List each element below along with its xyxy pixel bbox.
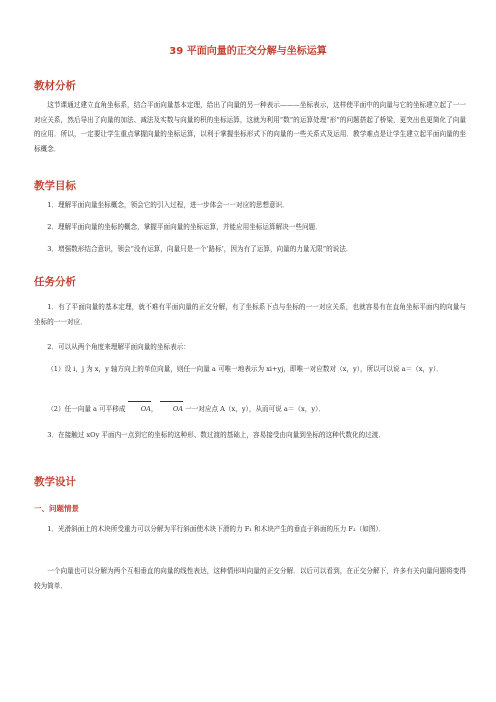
task-item-2a: （1）设 i，j 为 x，y 轴方向上的单位向量，则任一向量 a 可唯一地表示为 xi+yj，即唯一对应数对（x，y），所以可以说 a＝（x，y）． bbox=[47, 365, 443, 373]
heading-tasks: 任务分析 bbox=[34, 276, 76, 288]
scenario-item-1: 1．光滑斜面上的木块所受重力可以分解为平行斜面使木块下滑的力 F₁ 和木块产生的垂直于斜面的压力 F₂（如图）． bbox=[47, 525, 386, 533]
task-item-2b bbox=[34, 402, 466, 417]
goal-item-2: 2．理解平面向量的坐标的概念，掌握平面向量的坐标运算，并能应用坐标运算解决一些问题． bbox=[47, 223, 322, 231]
analysis-paragraph: 这节课通过建立直角坐标系，结合平面向量基本定理，给出了向量的另一种表示———坐标表示，这样使平面中的向量与它的坐标建立起了一一对应关系，然后导出了向量的加法、减法及实数与向量的积的坐标运算，这就为利用“数”的运算处理“形”的问题搭起了桥梁，更突出也更简化了向量的应用．所以，一定要让学生重点掌握向量的坐标运算，以利于掌握坐标形式下的向量的一些关系式及运用．教学难点是让学生建立起平面向量的坐标概念． bbox=[34, 101, 466, 153]
task-2b-prefix: （2）任一向量 a 可平移成 bbox=[47, 405, 126, 413]
task-item-3: 3．在接触过 xOy 平面内一点到它的坐标的这种形、数过渡的基础上，容易接受由向量到坐标的这种代数化的过渡． bbox=[47, 431, 385, 439]
heading-goals: 教学目标 bbox=[34, 180, 76, 192]
heading-design: 教学设计 bbox=[34, 476, 76, 488]
heading-scenario: 一、问题情景 bbox=[34, 504, 79, 513]
task-item-2: 2．可以从两个角度来理解平面向量的坐标表示： bbox=[47, 343, 190, 351]
vector-oa: OA bbox=[160, 402, 183, 417]
page-title: 39 平面向量的正交分解与坐标运算 bbox=[169, 46, 327, 57]
heading-analysis: 教材分析 bbox=[34, 80, 76, 92]
goal-item-3: 3．增强数形结合意识，领会“没有运算，向量只是一个‘路标’，因为有了运算，向量的力量无限”的说法． bbox=[47, 245, 353, 253]
scenario-paragraph: 一个向量也可以分解为两个互相垂直的向量的线性表达，这种情形叫向量的正交分解．以后可以看到，在正交分解下，许多有关向量问题将变得较为简单． bbox=[34, 567, 466, 590]
vector-oa: OA bbox=[128, 402, 151, 417]
task-item-1: 1．有了平面向量的基本定理，就不难有平面向量的正交分解，有了坐标系下点与坐标的一一对应关系，也就容易有在直角坐标平面内的向量与坐标的一一对应． bbox=[34, 303, 466, 326]
task-2b-suffix: 一一对应点 A（x，y），从而可说 a＝（x，y）． bbox=[185, 405, 325, 413]
task-2b-separator: ， bbox=[150, 405, 158, 413]
goal-item-1: 1．理解平面向量坐标概念，领会它的引入过程，进一步体会一一对应的思想意识． bbox=[47, 201, 289, 209]
